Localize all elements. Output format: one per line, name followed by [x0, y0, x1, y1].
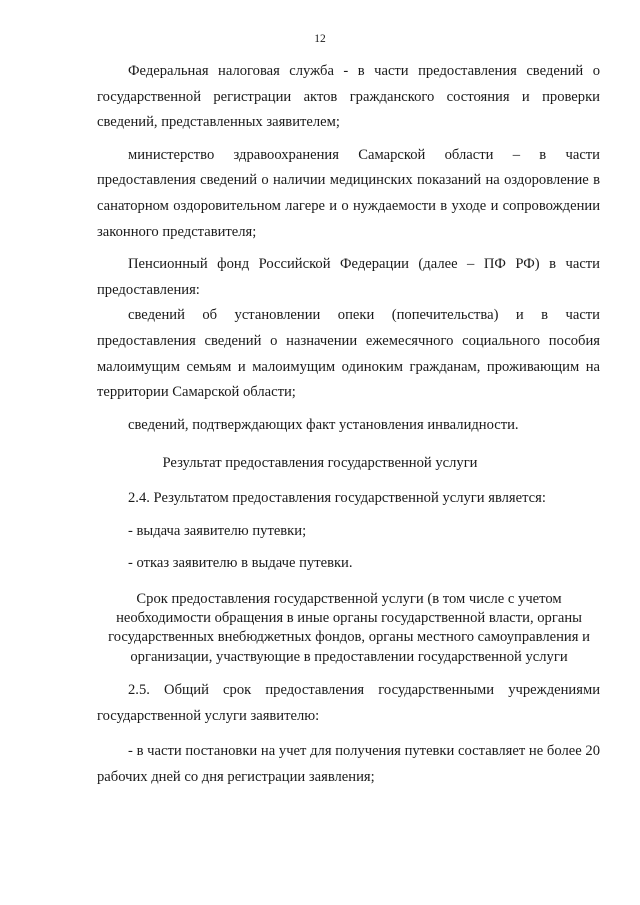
heading-line: организации, участвующие в предоставлении государственной услуги: [130, 648, 568, 665]
page-number: 12: [314, 33, 326, 45]
section-heading-term: [95, 590, 603, 667]
body-section-result: [97, 486, 600, 577]
list-item-refusal: - отказ заявителю в выдаче путевки.: [128, 555, 353, 572]
paragraph-tax-service: Федеральная налоговая служба - в части предоставления сведений о государственной регистрации актов гражданского состояния и проверки сведений, представленных заявителем;: [97, 63, 600, 131]
paragraph-pension-fund: Пенсионный фонд Российской Федерации (далее – ПФ РФ) в части предоставления:: [97, 256, 600, 298]
paragraph-2-4: 2.4. Результатом предоставления государственной услуги является:: [128, 490, 546, 506]
list-item-registration-term: - в части постановки на учет для получения путевки составляет не более 20 рабочих дней со дня регистрации заявления;: [97, 743, 600, 785]
paragraph-health-ministry: министерство здравоохранения Самарской области – в части предоставления сведений о наличии медицинских показаний на оздоровление в санаторном оздоровительном лагере и о нуждаемости в уходе и сопровождении законного представителя;: [97, 146, 600, 240]
heading-line: необходимости обращения в иные органы государственной власти, органы: [116, 610, 582, 627]
paragraph-2-5: 2.5. Общий срок предоставления государственными учреждениями государственной услуги заявителю:: [97, 682, 600, 724]
list-item-issue: - выдача заявителю путевки;: [128, 522, 307, 539]
heading-line: государственных внебюджетных фондов, органы местного самоуправления и: [108, 629, 590, 646]
heading-line: Срок предоставления государственной услуги (в том числе с учетом: [136, 591, 562, 607]
paragraph-disability: сведений, подтверждающих факт установления инвалидности.: [128, 416, 519, 433]
paragraph-guardianship: сведений об установлении опеки (попечительства) и в части предоставления сведений о назначении ежемесячного социального пособия малоимущим семьям и малоимущим одиноким гражданам, проживающим на территории Самарской области;: [97, 307, 600, 401]
body-section-term: [97, 678, 600, 790]
section-heading-result: Результат предоставления государственной услуги: [162, 455, 478, 471]
body-section-top: [97, 59, 600, 438]
